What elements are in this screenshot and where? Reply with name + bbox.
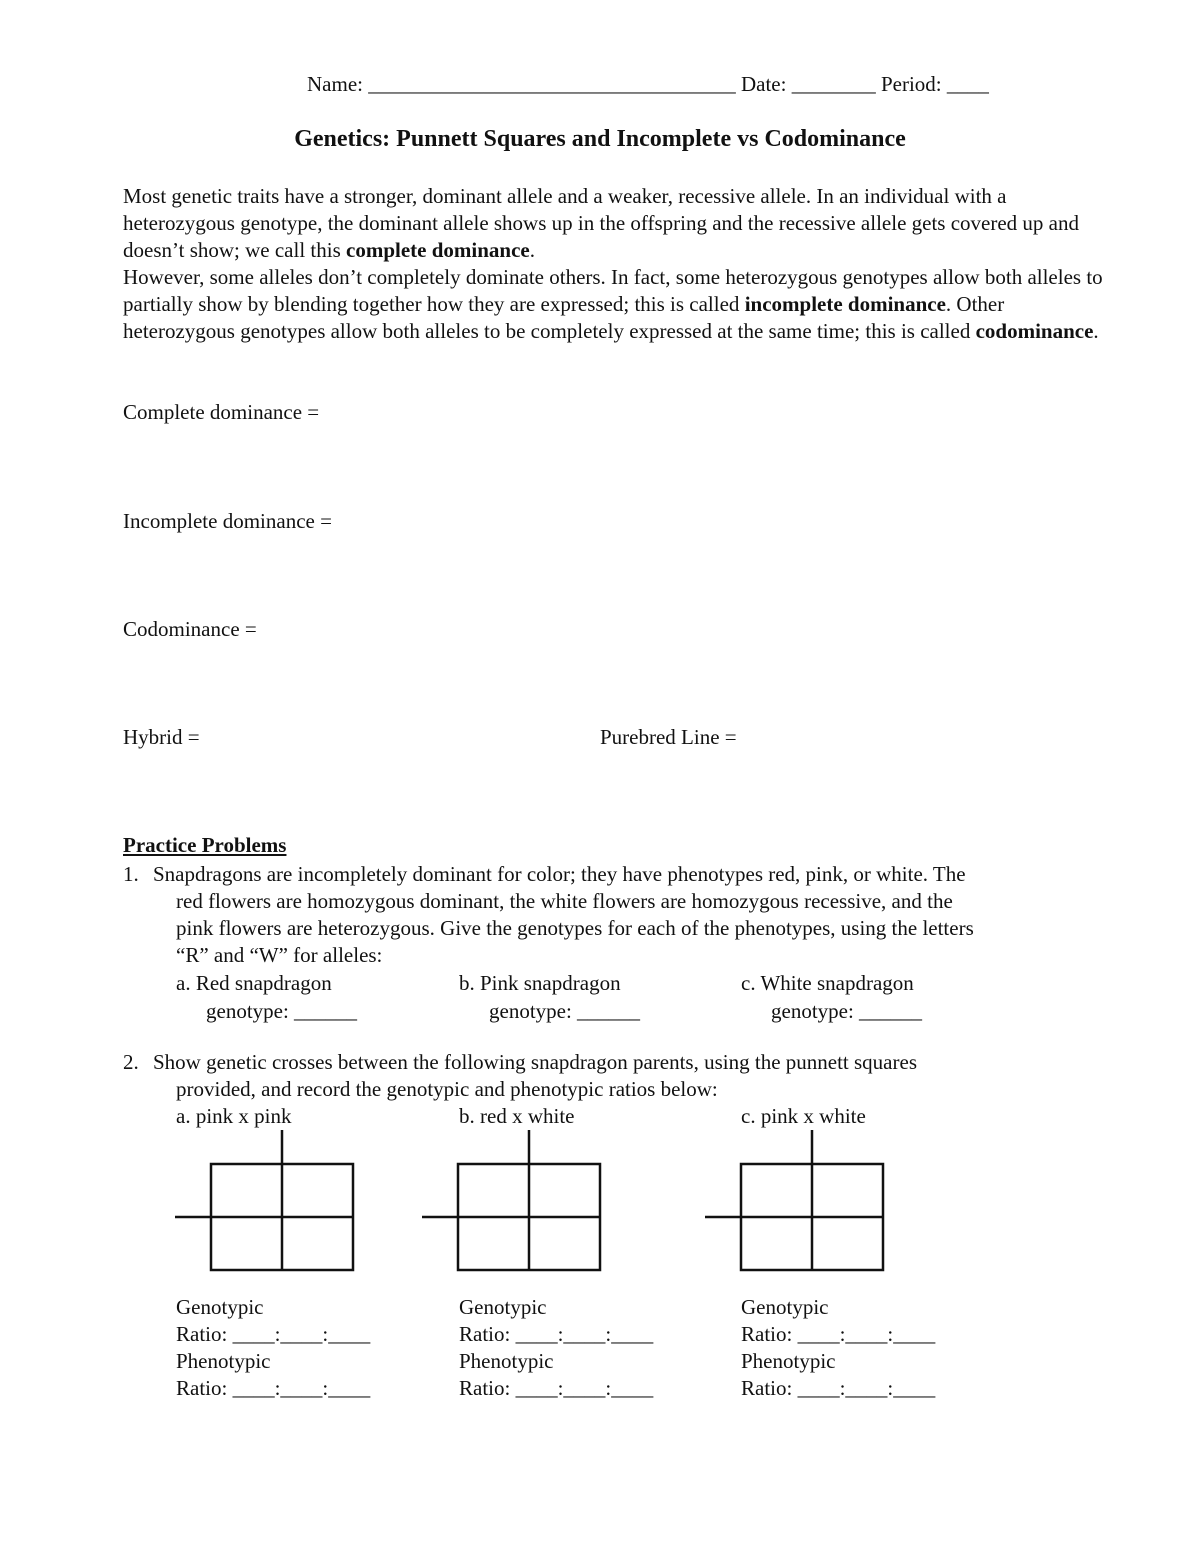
intro-p2-text: However, some alleles don’t completely dominate others. In fact, some heterozygous genotypes allow both alleles to partially show by blending together how they are expressed; this is called — [123, 265, 1103, 316]
punnett-square-a[interactable] — [175, 1130, 353, 1270]
term-incomplete-dominance-bold: incomplete dominance — [744, 292, 946, 316]
complete-dominance-prompt: Complete dominance = — [123, 400, 320, 424]
option-c-label: c. White snapdragon — [741, 971, 914, 995]
genotypic-label: Genotypic — [459, 1295, 547, 1319]
term-complete-dominance-bold: complete dominance — [346, 238, 530, 262]
genotypic-label: Genotypic — [176, 1295, 264, 1319]
problem-2-number: 2. — [123, 1050, 139, 1074]
problem-1-line-4: “R” and “W” for alleles: — [176, 943, 383, 967]
intro-p1-end: . — [529, 238, 535, 262]
genotypic-ratio-blank[interactable]: Ratio: ____:____:____ — [176, 1322, 371, 1346]
option-b-genotype-blank[interactable]: genotype: ______ — [489, 999, 641, 1023]
option-a-label: a. Red snapdragon — [176, 971, 332, 995]
term-codominance-bold: codominance — [975, 319, 1094, 343]
page-title: Genetics: Punnett Squares and Incomplete vs Codominance — [294, 126, 906, 152]
phenotypic-ratio-blank[interactable]: Ratio: ____:____:____ — [176, 1376, 371, 1400]
genotypic-label: Genotypic — [741, 1295, 829, 1319]
ratio-block-a — [176, 1294, 370, 1402]
ratio-block-b — [459, 1294, 653, 1402]
purebred-line-prompt: Purebred Line = — [600, 725, 737, 749]
phenotypic-ratio-blank[interactable]: Ratio: ____:____:____ — [459, 1376, 654, 1400]
cross-b-label: b. red x white — [459, 1104, 575, 1128]
option-b-label: b. Pink snapdragon — [459, 971, 621, 995]
cross-c-label: c. pink x white — [741, 1104, 866, 1128]
punnett-square-c[interactable] — [705, 1130, 883, 1270]
punnett-square-b[interactable] — [422, 1130, 600, 1270]
problem-1-line-1: Snapdragons are incompletely dominant for color; they have phenotypes red, pink, or white. The — [153, 862, 966, 886]
problem-1-line-3: pink flowers are heterozygous. Give the genotypes for each of the phenotypes, using the letters — [176, 916, 974, 940]
intro-p2-text-b: . Other heterozygous genotypes allow both alleles to be completely expressed at the same time; this is called — [123, 292, 1005, 343]
intro-p1-text: Most genetic traits have a stronger, dominant allele and a weaker, recessive allele. In an individual with a heterozygous genotype, the dominant allele shows up in the offspring and the recessive allele gets covered up and doesn’t show; we call this — [123, 184, 1079, 262]
problem-2-line-2: provided, and record the genotypic and phenotypic ratios below: — [176, 1077, 718, 1101]
name-date-period-line[interactable]: Name: ___________________________________ Date: ________ Period: ____ — [307, 72, 989, 96]
phenotypic-label: Phenotypic — [459, 1349, 554, 1373]
incomplete-dominance-prompt: Incomplete dominance = — [123, 509, 332, 533]
genotypic-ratio-blank[interactable]: Ratio: ____:____:____ — [741, 1322, 936, 1346]
phenotypic-label: Phenotypic — [176, 1349, 271, 1373]
problem-1-number: 1. — [123, 862, 139, 886]
ratio-block-c — [741, 1294, 935, 1402]
problem-2-line-1: Show genetic crosses between the following snapdragon parents, using the punnett squares — [153, 1050, 917, 1074]
problem-1-line-2: red flowers are homozygous dominant, the white flowers are homozygous recessive, and the — [176, 889, 953, 913]
phenotypic-ratio-blank[interactable]: Ratio: ____:____:____ — [741, 1376, 936, 1400]
genotypic-ratio-blank[interactable]: Ratio: ____:____:____ — [459, 1322, 654, 1346]
cross-a-label: a. pink x pink — [176, 1104, 292, 1128]
phenotypic-label: Phenotypic — [741, 1349, 836, 1373]
codominance-prompt: Codominance = — [123, 617, 257, 641]
hybrid-prompt: Hybrid = — [123, 725, 200, 749]
practice-problems-heading: Practice Problems — [123, 833, 287, 857]
option-a-genotype-blank[interactable]: genotype: ______ — [206, 999, 358, 1023]
option-c-genotype-blank[interactable]: genotype: ______ — [771, 999, 923, 1023]
intro-p2-end: . — [1093, 319, 1099, 343]
